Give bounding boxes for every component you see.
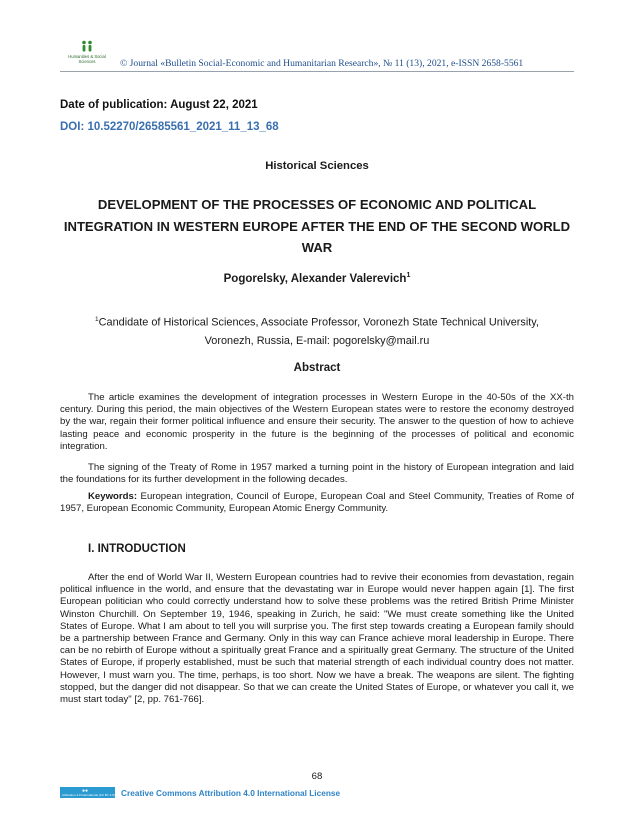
abstract-paragraph-2: The signing of the Treaty of Rome in 1957 marked a turning point in the history of European integration and laid the foundations for its further development in the following decades. [60,462,574,486]
page-number: 68 [311,771,323,782]
doi-link[interactable]: DOI: 10.52270/26585561_2021_11_13_68 [60,121,279,133]
cc-badge-text: Attribution 4.0 International (CC BY 4.0) [62,793,115,797]
cc-icon: ●● [82,788,89,794]
keywords [60,491,574,515]
cc-by-badge[interactable] [60,787,115,798]
keywords-label: Keywords: [88,491,138,502]
logo-text-line2: Sciences [78,59,96,64]
abstract-paragraph-1: The article examines the development of integration processes in Western Europe in the 40-50s of the XX-th century. During this period, the main objectives of the Western European states were to restore the economy destroyed by the war, regain their former political influence and ensure their security. The answer to the question of how to achieve lasting peace and economic prosperity in the future is the beginning of the processes of political and economic integration. [60,392,574,452]
author-name [60,272,574,285]
people-logo-icon [80,40,94,52]
article-title: DEVELOPMENT OF THE PROCESSES OF ECONOMIC AND POLITICAL INTEGRATION IN WESTERN EUROPE AFTER THE END OF THE SECOND WORLD WAR [63,197,571,255]
author-name-text: Pogorelsky, Alexander Valerevich [223,272,407,285]
journal-citation: © Journal «Bulletin Social-Economic and Humanitarian Research», № 11 (13), 2021, e-ISSN 2658-5561 [120,58,524,69]
author-affiliation-marker: 1 [406,272,411,279]
header-divider [60,71,574,72]
introduction-heading: I. INTRODUCTION [88,543,186,555]
introduction-paragraph: After the end of World War II, Western European countries had to revive their economies from devastation, regain political influence in the world, and ensure that the devastating war in Europe would never happen again [1]. The first European politician who could correctly understand how to solve these problems was the retired British Prime Minister Winston Churchill. On September 19, 1946, speaking in Zurich, he said: "We must create something like the United States of Europe. What I am about to tell you will surprise you. The first step towards creating a European family should be a partnership between France and Germany. Only in this way can France achieve moral leadership in Europe. There can be no rebirth of Europe without a spiritually great France and a spiritually great Germany. The structure of the United States of Europe, if properly established, must be such that material strength of each individual country does not matter. However, I must warn you. The time, perhaps, is too short. Now we have a break. The weapons are silent. The fighting stopped, but the danger did not disappear. So that we can create the United States of Europe, or whatever you call it, we must start today" [2, pp. 761-766]. [60,572,574,706]
affiliation [78,311,556,350]
section-heading: Historical Sciences [265,160,369,172]
logo-text-line1: Humanities & Social [68,54,106,59]
abstract-heading: Abstract [293,362,341,374]
affiliation-marker: 1 [95,316,99,323]
license-link[interactable]: Creative Commons Attribution 4.0 International License [121,788,341,798]
keywords-list: European integration, Council of Europe, European Coal and Steel Community, Treaties of Rome of 1957, European Economic Community, European Atomic Energy Community. [60,491,574,515]
affiliation-text: Candidate of Historical Sciences, Associate Professor, Voronezh State Technical University, Voronezh, Russia, E-mail: pogorelsky@mail.ru [98,316,539,347]
journal-logo [60,40,114,72]
publication-date: Date of publication: August 22, 2021 [60,99,258,111]
